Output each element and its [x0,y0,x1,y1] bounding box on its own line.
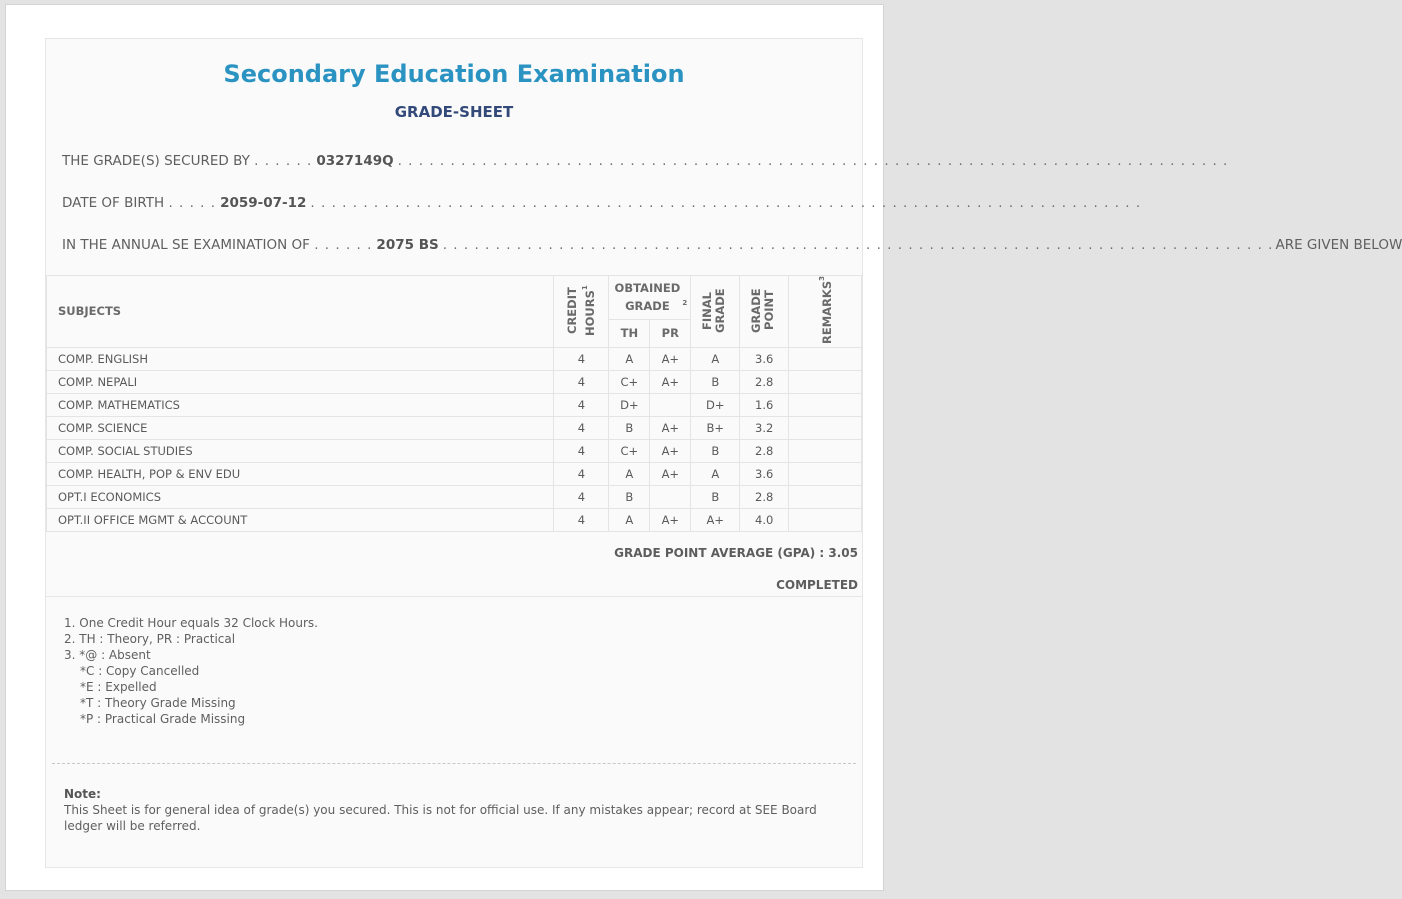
col-final-grade: FINAL GRADE [691,276,740,348]
cell-credit: 4 [554,462,609,485]
cell-grade-point: 3.6 [740,347,789,370]
cell-final-grade: B+ [691,416,740,439]
cell-final-grade: B [691,485,740,508]
cell-remarks [789,485,862,508]
page-title: Secondary Education Examination [223,60,685,88]
cell-pr: A+ [650,508,691,531]
cell-remarks [789,508,862,531]
exam-year: 2075 BS [376,237,439,253]
cell-th: C+ [609,439,650,462]
legend-item: *T : Theory Grade Missing [80,696,236,710]
cell-th: C+ [609,370,650,393]
col-grade-point: GRADE POINT [740,276,789,348]
leader-dots: . . . . . . . . . . . . . . . . . . . . . . . . . . . . . . . . . . . . . . . . . . . . . . . . . . . . . . . . . . . . . . . . . . . . . . . . . . . . . . . [310,195,1142,211]
legend-item: 2. TH : Theory, PR : Practical [64,632,236,646]
legend-item: *E : Expelled [80,680,157,694]
cell-th: A [609,462,650,485]
cell-subject: COMP. SOCIAL STUDIES [47,439,554,462]
cell-credit: 4 [554,508,609,531]
cell-grade-point: 2.8 [740,485,789,508]
leader-dots: . . . . . . . . . . . . . . . . . . . . . . . . . . . . . . . . . . . . . . . . . . . . . . . . . . . . . . . . . . . . . . . . . . . . . . . . . . . . . . . [442,237,1274,253]
table-row [47,370,862,393]
cell-final-grade: D+ [691,393,740,416]
dob-value: 2059-07-12 [220,195,307,211]
note [64,786,838,834]
cell-subject: COMP. MATHEMATICS [47,393,554,416]
cell-credit: 4 [554,393,609,416]
table-row [47,508,862,531]
cell-final-grade: B [691,370,740,393]
table-row [47,439,862,462]
info-exam [62,237,1402,255]
cell-pr: A+ [650,462,691,485]
cell-final-grade: A [691,347,740,370]
cell-grade-point: 2.8 [740,439,789,462]
leader-dots: . . . . . . [254,153,313,169]
note-text: This Sheet is for general idea of grade(s) you secured. This is not for official use. If any mistakes appear; record at SEE Board ledger will be referred. [64,803,817,833]
leader-dots: . . . . . . . . . . . . . . . . . . . . . . . . . . . . . . . . . . . . . . . . . . . . . . . . . . . . . . . . . . . . . . . . . . . . . . . . . . . . . . . [397,153,1229,169]
col-remarks: REMARKS$^3$ [789,276,862,348]
cell-grade-point: 3.2 [740,416,789,439]
dob-label: DATE OF BIRTH [62,195,165,211]
leader-dots: . . . . . . [314,237,373,253]
table-row [47,462,862,485]
cell-pr: A+ [650,416,691,439]
cell-th: B [609,485,650,508]
grades-table [46,275,862,532]
cell-grade-point: 2.8 [740,370,789,393]
cell-final-grade: A+ [691,508,740,531]
legend-item: 3. *@ : Absent [64,648,151,662]
cell-credit: 4 [554,416,609,439]
cell-th: D+ [609,393,650,416]
cell-th: B [609,416,650,439]
col-th: TH [609,319,650,347]
cell-grade-point: 4.0 [740,508,789,531]
cell-pr [650,393,691,416]
cell-subject: COMP. SCIENCE [47,416,554,439]
gpa-label: GRADE POINT AVERAGE (GPA) : [614,546,825,560]
cell-credit: 4 [554,347,609,370]
cell-remarks [789,462,862,485]
cell-pr: A+ [650,439,691,462]
cell-pr: A+ [650,347,691,370]
symbol-number: 0327149Q [316,153,394,169]
result-status: COMPLETED [776,578,858,592]
cell-grade-point: 1.6 [740,393,789,416]
cell-subject: OPT.I ECONOMICS [47,485,554,508]
cell-subject: COMP. HEALTH, POP & ENV EDU [47,462,554,485]
cell-th: A [609,347,650,370]
col-subjects: SUBJECTS [47,276,554,348]
grade-sheet [45,38,1402,868]
cell-pr [650,485,691,508]
legend-item: 1. One Credit Hour equals 32 Clock Hours. [64,616,318,630]
col-obtained-grade: OBTAINED GRADE $^2$ [609,276,691,320]
exam-tail: ARE GIVEN BELOW [1275,237,1402,253]
info-secured-by [62,153,1229,171]
info-dob [62,195,1142,213]
divider [46,596,862,597]
secured-by-label: THE GRADE(S) SECURED BY [62,153,250,169]
cell-remarks [789,370,862,393]
cell-th: A [609,508,650,531]
table-row [47,347,862,370]
gpa-summary [614,546,858,560]
cell-remarks [789,393,862,416]
table-row [47,393,862,416]
note-label: Note: [64,787,101,801]
cell-subject: COMP. ENGLISH [47,347,554,370]
legend-item: *P : Practical Grade Missing [80,712,246,726]
cell-credit: 4 [554,370,609,393]
exam-label: IN THE ANNUAL SE EXAMINATION OF [62,237,310,253]
page-frame [5,4,1402,891]
cell-subject: COMP. NEPALI [47,370,554,393]
col-pr: PR [650,319,691,347]
legend-item: *C : Copy Cancelled [80,664,200,678]
page-subtitle: GRADE-SHEET [394,103,514,121]
cell-subject: OPT.II OFFICE MGMT & ACCOUNT [47,508,554,531]
col-credit-hours: CREDIT HOURS$^1$ [554,276,609,348]
table-row [47,485,862,508]
leader-dots: . . . . . [168,195,217,211]
cell-remarks [789,347,862,370]
cell-final-grade: A [691,462,740,485]
cell-remarks [789,439,862,462]
cell-final-grade: B [691,439,740,462]
dashed-divider [52,763,856,764]
gpa-value: 3.05 [828,546,858,560]
cell-credit: 4 [554,439,609,462]
table-row [47,416,862,439]
cell-grade-point: 3.6 [740,462,789,485]
cell-pr: A+ [650,370,691,393]
legend [64,615,318,727]
cell-credit: 4 [554,485,609,508]
cell-remarks [789,416,862,439]
